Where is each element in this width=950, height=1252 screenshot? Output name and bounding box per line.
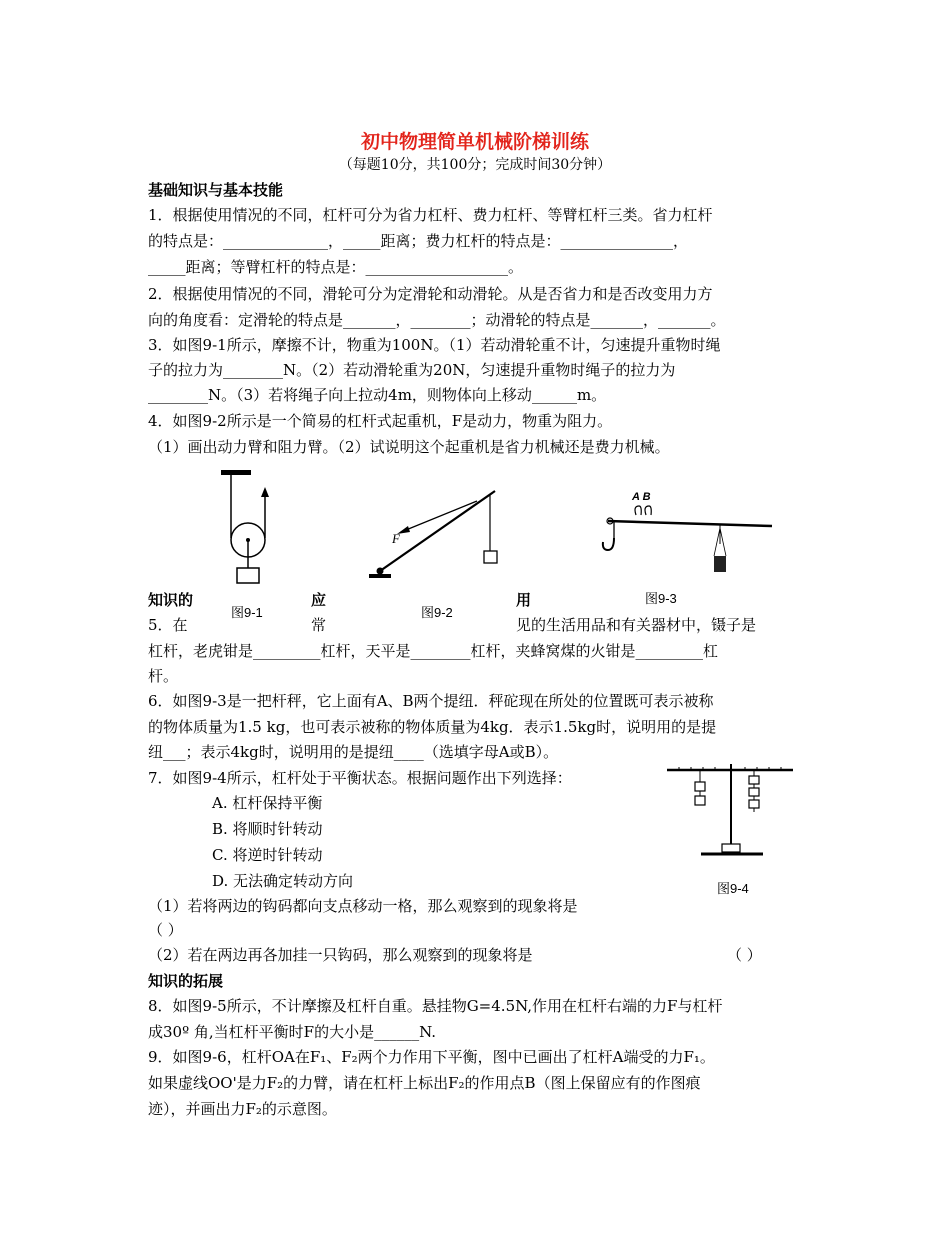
q6-line-3: 纽___；表示4kg时，说明用的是提纽____（选填字母A或B）。 [148,743,559,761]
q7-stem: 7．如图9-4所示，杠杆处于平衡状态。根据问题作出下列选择： [148,769,572,787]
q6-line-2: 的物体质量为1.5 kg，也可表示被称的物体质量为4kg．表示1.5kg时，说明用的是提 [148,718,717,736]
q1-line-1: 1．根据使用情况的不同，杠杆可分为省力杠杆、费力杠杆、等臂杠杆三类。省力杠杆 [148,206,713,224]
q7-sub-2: （2）若在两边再各加挂一只钩码，那么观察到的现象将是 [148,946,533,964]
q3-line-3: ________N。（3）若将绳子向上拉动4m，则物体向上移动______m。 [148,386,607,404]
q7-option-d: D. 无法确定转动方向 [212,872,354,890]
figure-9-2-caption: 图9-2 [421,605,453,620]
q4-line-1: 4．如图9-2所示是一个简易的杠杆式起重机，F是动力，物重为阻力。 [148,412,613,430]
q5-line-3: 杆。 [148,667,179,685]
ceiling-mount [221,470,251,475]
q5-part-2: 常 [311,616,327,634]
figure-9-1 [205,470,285,585]
arrow-up-icon [261,487,269,497]
q2-line-1: 2．根据使用情况的不同，滑轮可分为定滑轮和动滑轮。从是否省力和是否改变用力方 [148,285,713,303]
q8-line-1: 8．如图9-5所示，不计摩擦及杠杆自重。悬挂物G=4.5N,作用在杠杆右端的力F与杠杆 [148,997,723,1015]
page-title: 初中物理简单机械阶梯训练 [360,131,589,153]
section-heading-application-2: 应 [311,591,327,609]
section-heading-application-3: 用 [516,591,532,609]
q1-line-2: 的特点是：______________，_____距离；费力杠杆的特点是：_______________， [148,232,689,250]
q2-line-2: 向的角度看：定滑轮的特点是_______，________；动滑轮的特点是_______，_______。 [148,311,726,329]
q7-option-b: B. 将顺时针转动 [212,820,323,838]
section-heading-application-1: 知识的 [148,591,194,609]
q1-line-3: _____距离；等臂杠杆的特点是：___________________。 [148,258,524,276]
counterweight [714,556,726,572]
q9-line-3: 迹），并画出力F₂的示意图。 [148,1100,337,1118]
figure-9-4 [665,762,795,862]
q9-line-1: 9．如图9-6，杠杆OA在F₁、F₂两个力作用下平衡，图中已画出了杠杆A端受的力F₁。 [148,1048,715,1066]
load-block [484,551,497,563]
figure-9-2 [365,485,505,585]
steelyard-beam [608,521,772,526]
q4-line-2: （1）画出动力臂和阻力臂。（2）试说明这个起重机是省力机械还是费力机械。 [148,438,670,456]
q3-line-1: 3．如图9-1所示，摩擦不计，物重为100N。（1）若动滑轮重不计，匀速提升重物时绳 [148,336,721,354]
q5-line-2: 杠杆，老虎钳是_________杠杆，天平是________杠杆，夹蜂窝煤的火钳是_________杠 [148,642,719,660]
q7-sub-1-blank: （ ） [148,921,183,939]
hook-labels-ab: A B [632,491,651,503]
figure-9-4-caption: 图9-4 [717,881,749,896]
q7-option-c: C. 将逆时针转动 [212,846,323,864]
q9-line-2: 如果虚线OO'是力F₂的力臂，请在杠杆上标出F₂的作用点B（图上保留应有的作图痕 [148,1074,701,1092]
figure-9-3-caption: 图9-3 [645,591,677,606]
section-heading-basics: 基础知识与基本技能 [148,181,284,199]
section-heading-extension: 知识的拓展 [148,972,224,990]
force-label: F [392,531,400,546]
weight-block [237,568,259,583]
q7-sub-2-blank: （ ） [727,946,762,964]
q5-part-3: 见的生活用品和有关器材中，镊子是 [516,616,757,634]
figure-9-3 [600,488,780,583]
q6-line-1: 6．如图9-3是一把杆秤，它上面有A、B两个提纽．秤砣现在所处的位置既可表示被称 [148,692,714,710]
q7-option-a: A. 杠杆保持平衡 [212,794,323,812]
figure-9-1-caption: 图9-1 [231,605,263,620]
q8-line-2: 成30º 角,当杠杆平衡时F的大小是______N. [148,1023,437,1041]
q5-part-1: 5．在 [148,616,188,634]
page-subtitle: （每题10分，共100分；完成时间30分钟） [338,157,612,173]
q3-line-2: 子的拉力为________N。（2）若动滑轮重为20N，匀速提升重物时绳子的拉力为 [148,361,676,379]
q7-sub-1: （1）若将两边的钩码都向支点移动一格，那么观察到的现象将是 [148,897,578,915]
hook-icon [603,538,614,550]
